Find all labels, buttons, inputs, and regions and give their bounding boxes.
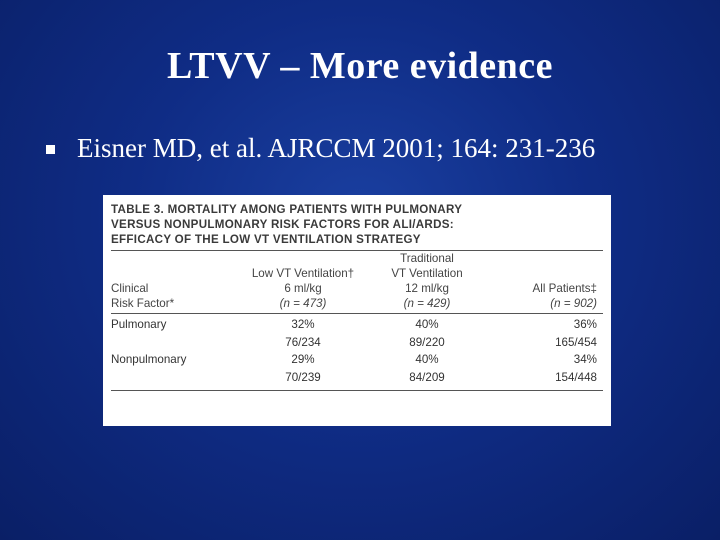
col2-header-line-1: Low VT Ventilation† bbox=[251, 267, 355, 280]
table-row bbox=[111, 351, 603, 369]
header-row-1 bbox=[111, 251, 603, 266]
bullet-square-icon bbox=[46, 145, 55, 154]
col3-header-line-4: (n = 429) bbox=[403, 297, 451, 310]
mortality-table-body bbox=[111, 316, 603, 386]
cell-all-pct: 34% bbox=[573, 353, 597, 366]
cell-low-frac: 70/239 bbox=[285, 370, 321, 384]
slide-title: LTVV – More evidence bbox=[166, 45, 554, 87]
bullet-item bbox=[46, 133, 595, 164]
col2-header-line-2: 6 ml/kg bbox=[284, 282, 322, 295]
table-row bbox=[111, 316, 603, 334]
table-bottom-rule bbox=[111, 390, 603, 391]
header-row-2 bbox=[111, 266, 603, 281]
row-factor: Nonpulmonary bbox=[111, 353, 187, 366]
row-factor: Pulmonary bbox=[111, 318, 167, 331]
cell-trad-frac: 84/209 bbox=[409, 370, 445, 384]
col3-header-line-2: VT Ventilation bbox=[391, 267, 463, 280]
col3-header-line-1: Traditional bbox=[400, 252, 454, 265]
table-caption bbox=[111, 202, 603, 247]
col1-header-line-1: Clinical bbox=[111, 282, 149, 295]
col4-header-line-1: All Patients‡ bbox=[532, 282, 597, 295]
col1-header-line-2: Risk Factor* bbox=[111, 297, 175, 310]
header-row-4 bbox=[111, 296, 603, 311]
cell-low-pct: 29% bbox=[291, 353, 315, 366]
col4-header-line-2: (n = 902) bbox=[550, 297, 597, 310]
cell-low-pct: 32% bbox=[291, 318, 315, 331]
col2-header-line-3: (n = 473) bbox=[279, 297, 327, 310]
mortality-table bbox=[111, 251, 603, 311]
mortality-table-figure bbox=[103, 195, 611, 426]
col3-header-line-3: 12 ml/kg bbox=[405, 282, 449, 295]
cell-trad-frac: 89/220 bbox=[409, 335, 445, 349]
cell-all-frac: 154/448 bbox=[555, 370, 597, 384]
cell-all-frac: 165/454 bbox=[555, 335, 597, 349]
cell-low-frac: 76/234 bbox=[285, 335, 321, 349]
cell-trad-pct: 40% bbox=[415, 353, 439, 366]
caption-line-3: EFFICACY OF THE LOW VT VENTILATION STRATEGY bbox=[111, 233, 421, 246]
bullet-text: Eisner MD, et al. AJRCCM 2001; 164: 231-236 bbox=[77, 133, 596, 163]
caption-line-2: VERSUS NONPULMONARY RISK FACTORS FOR ALI/ARDS: bbox=[111, 218, 454, 231]
caption-line-1: TABLE 3. MORTALITY AMONG PATIENTS WITH PULMONARY bbox=[111, 203, 463, 216]
header-row-3 bbox=[111, 281, 603, 296]
cell-trad-pct: 40% bbox=[415, 318, 439, 331]
table-row bbox=[111, 369, 603, 387]
cell-all-pct: 36% bbox=[573, 318, 597, 331]
table-row bbox=[111, 334, 603, 352]
table-header-rule bbox=[111, 313, 603, 314]
